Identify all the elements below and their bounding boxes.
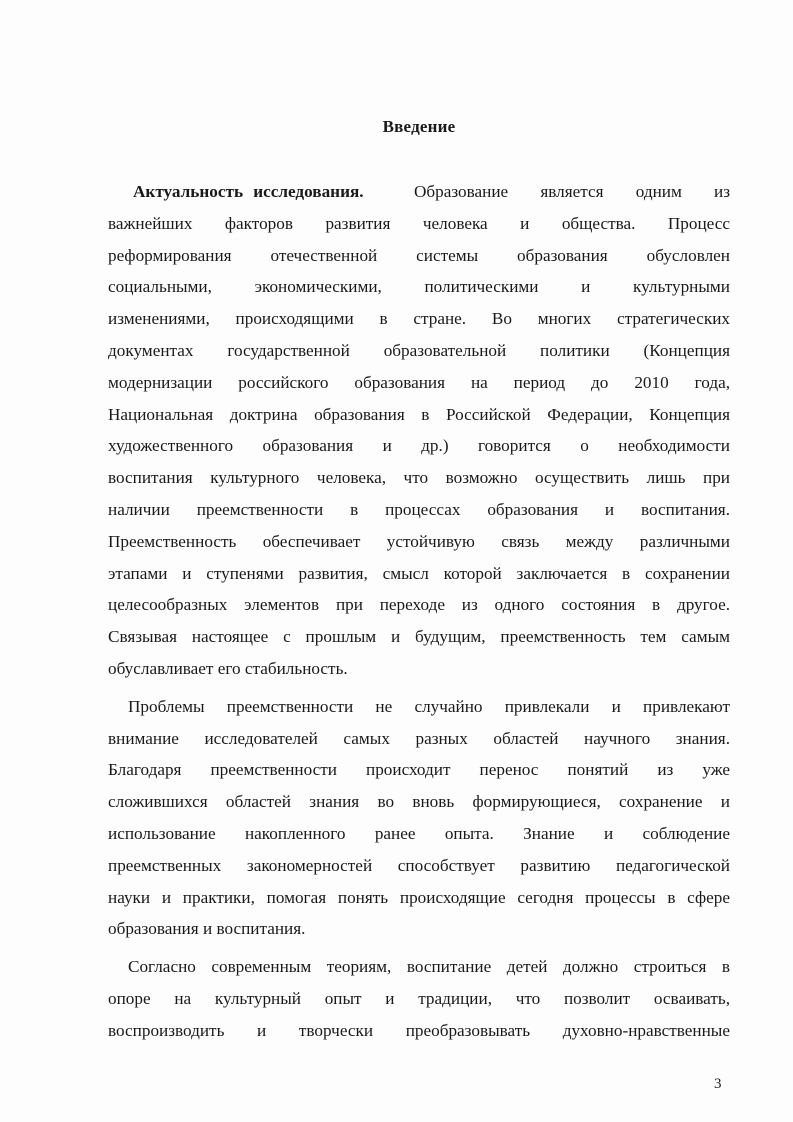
- page-number: 3: [714, 1076, 722, 1092]
- paragraph-line: Национальная доктрина образования в Российской Федерации, Концепция: [108, 404, 730, 424]
- line-text: Образование является одним из: [413, 182, 731, 201]
- paragraph-line: сложившихся областей знания во вновь формирующиеся, сохранение и: [108, 792, 730, 812]
- paragraph-line: преемственных закономерностей способствует развитию педагогической: [108, 855, 730, 875]
- paragraph-line: Благодаря преемственности происходит перенос понятий из уже: [108, 760, 730, 780]
- paragraph-line: воспитания культурного человека, что возможно осуществить лишь при: [108, 468, 730, 488]
- paragraph-line: [108, 176, 730, 208]
- paragraph-line: Проблемы преемственности не случайно привлекали и привлекают: [128, 696, 730, 716]
- paragraph-line: Связывая настоящее с прошлым и будущим, преемственность тем самым: [108, 627, 730, 647]
- paragraph-line: документах государственной образовательной политики (Концепция: [108, 340, 730, 360]
- paragraph-line: модернизации российского образования на период до 2010 года,: [108, 372, 730, 392]
- paragraph-line: использование накопленного ранее опыта. Знание и соблюдение: [108, 823, 730, 843]
- paragraph-line: науки и практики, помогая понять происходящие сегодня процессы в сфере: [108, 887, 730, 907]
- document-body: [108, 176, 730, 1047]
- paragraph-line: Согласно современным теориям, воспитание детей должно строиться в: [128, 957, 730, 977]
- paragraph-line: этапами и ступенями развития, смысл которой заключается в сохранении: [108, 563, 730, 583]
- paragraph-line: целесообразных элементов при переходе из одного состояния в другое.: [108, 595, 730, 615]
- paragraph-relevance: [108, 176, 730, 685]
- paragraph-line: изменениями, происходящими в стране. Во многих стратегических: [108, 309, 730, 329]
- paragraph-line: воспроизводить и творчески преобразовывать духовно-нравственные: [108, 1020, 730, 1040]
- paragraph-continuity-problems: [108, 691, 730, 945]
- paragraph-line: образования и воспитания.: [108, 919, 306, 939]
- paragraph-line: социальными, экономическими, политическими и культурными: [108, 277, 730, 297]
- paragraph-modern-theories: [108, 951, 730, 1046]
- page-title: Введение: [382, 117, 456, 136]
- paragraph-line: наличии преемственности в процессах образования и воспитания.: [108, 499, 730, 519]
- paragraph-line: обуславливает его стабильность.: [108, 658, 348, 678]
- paragraph-line: опоре на культурный опыт и традиции, что позволит осваивать,: [108, 988, 730, 1008]
- paragraph-line: внимание исследователей самых разных областей научного знания.: [108, 728, 730, 748]
- paragraph-line: художественного образования и др.) говорится о необходимости: [108, 436, 730, 456]
- paragraph-line: Преемственность обеспечивает устойчивую связь между различными: [108, 531, 730, 551]
- section-lead: Актуальность исследования.: [133, 182, 364, 201]
- paragraph-line: важнейших факторов развития человека и общества. Процесс: [108, 213, 730, 233]
- paragraph-line: реформирования отечественной системы образования обусловлен: [108, 245, 730, 265]
